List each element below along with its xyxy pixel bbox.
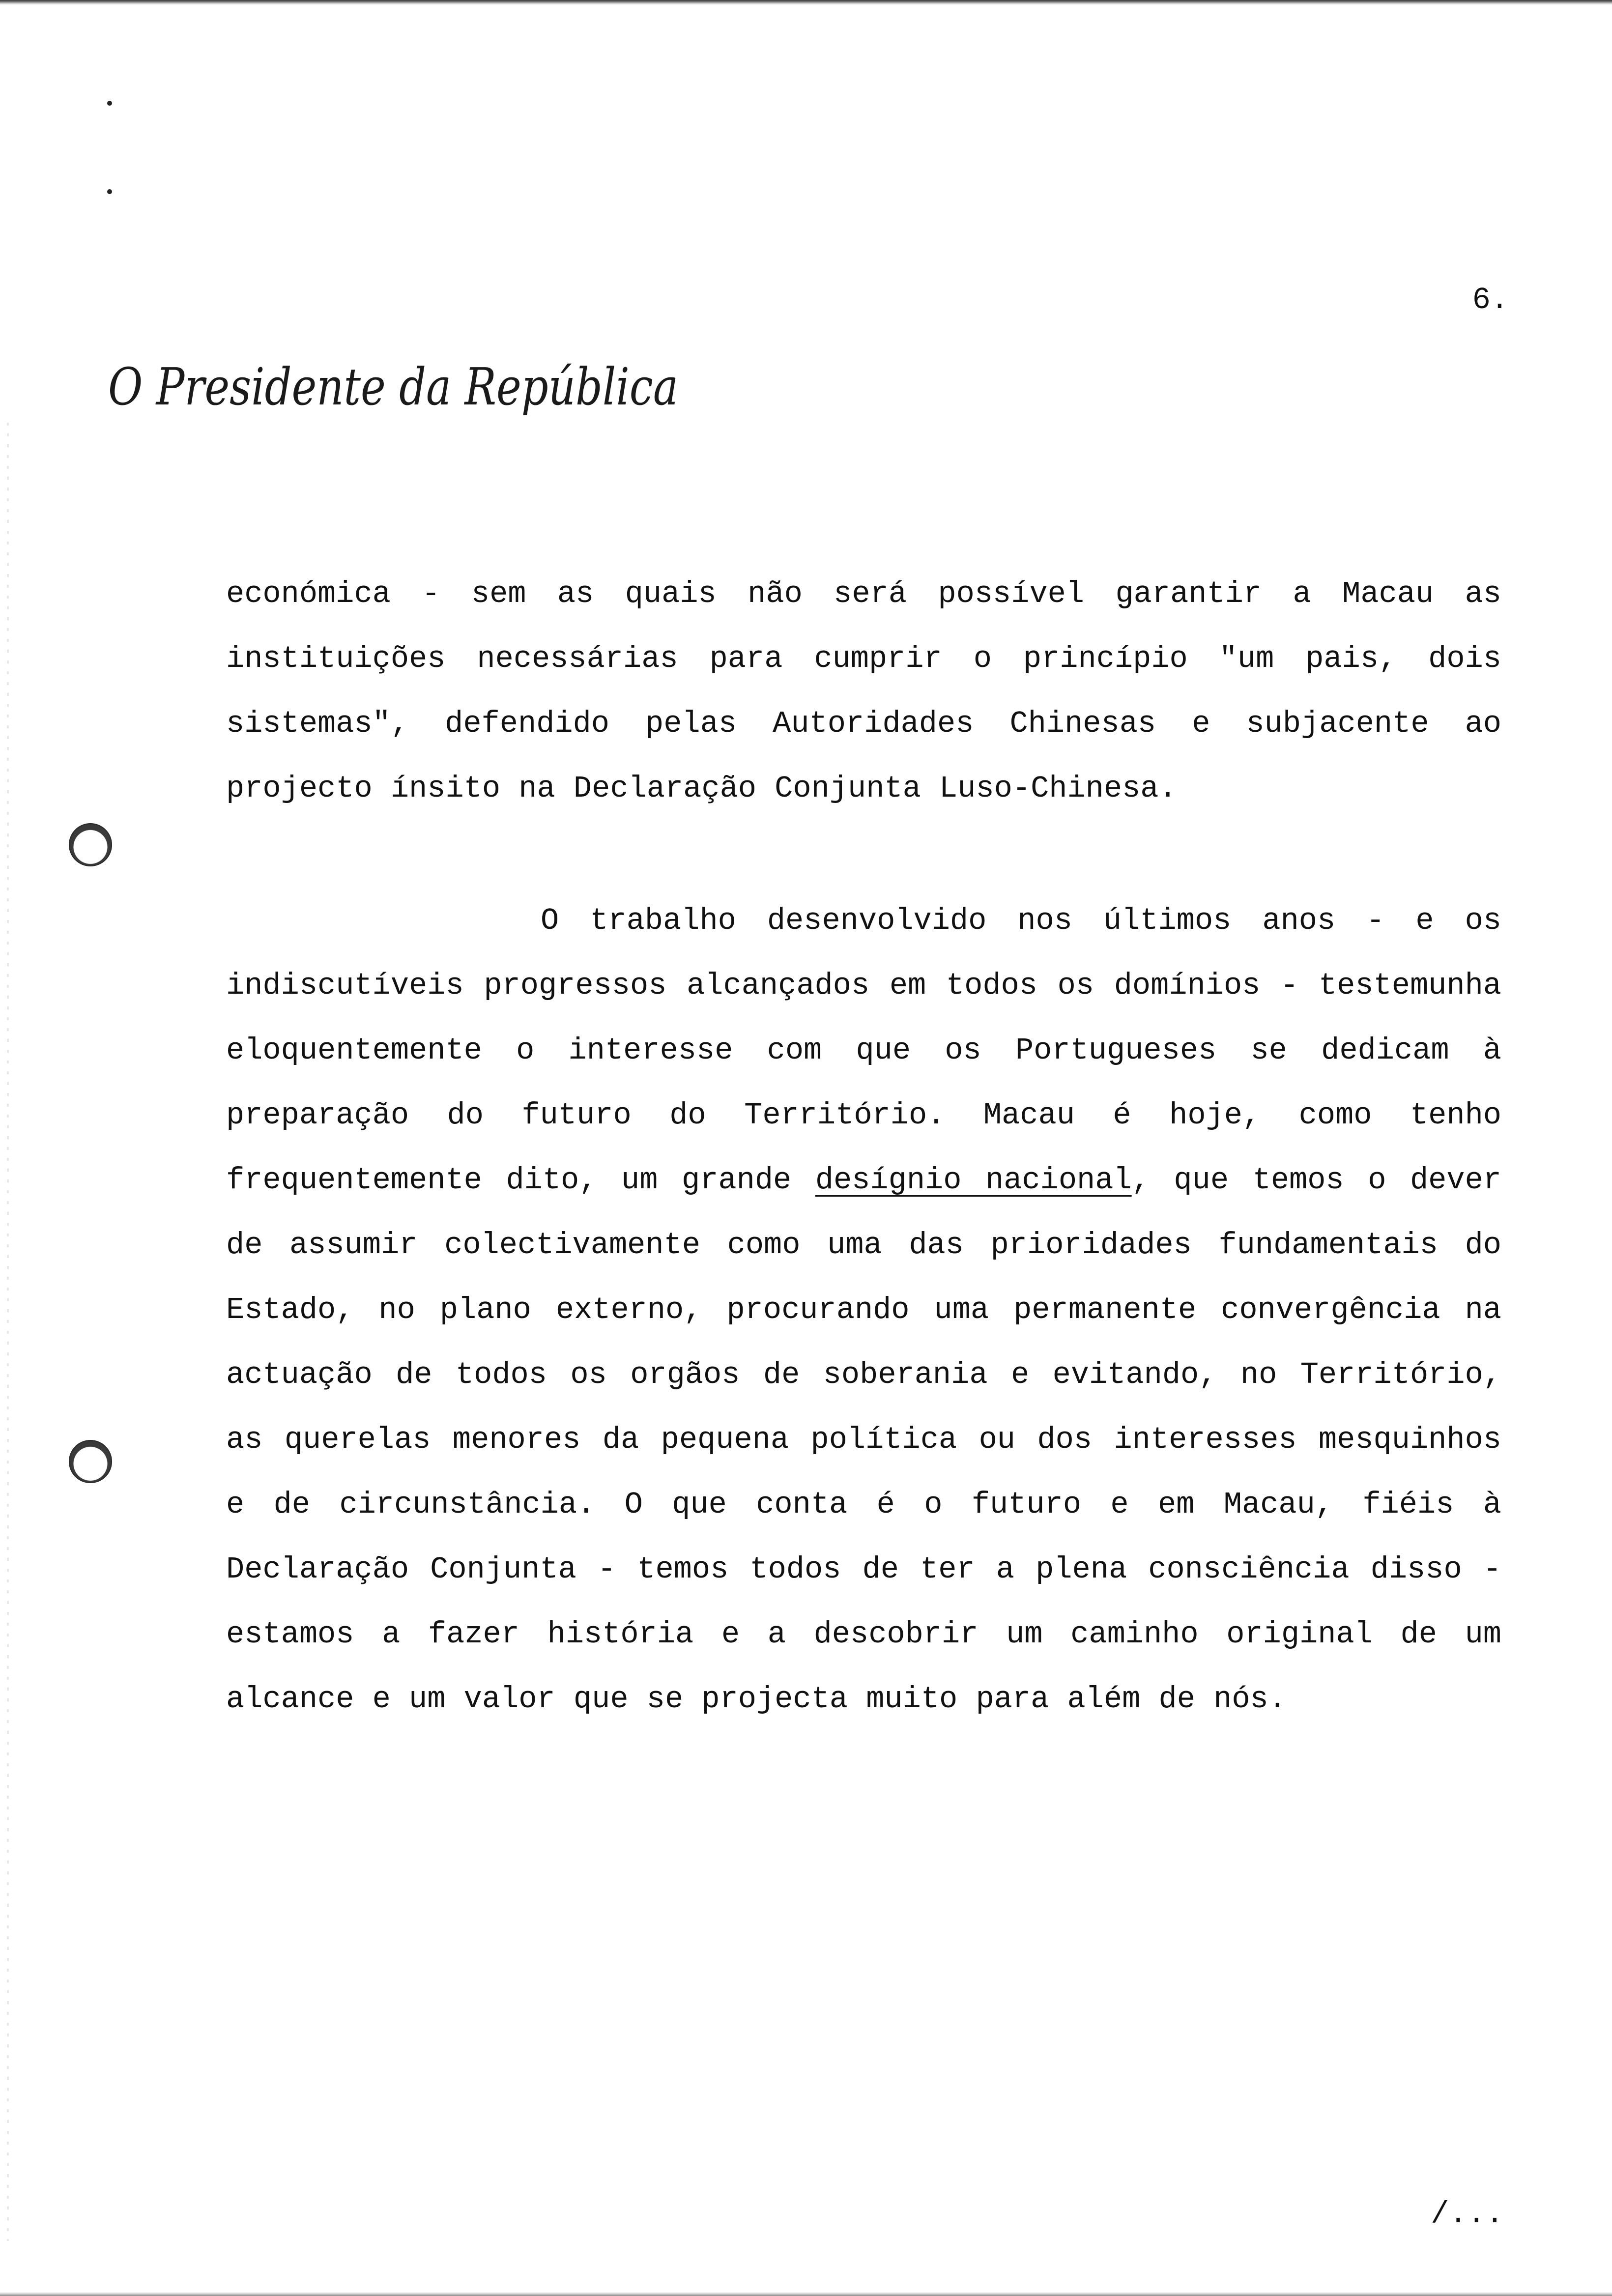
scan-left-edge <box>7 423 9 2241</box>
scan-bottom-edge <box>0 2292 1612 2296</box>
page-number: 6. <box>1472 283 1509 317</box>
punch-hole-upper <box>69 823 112 866</box>
paragraph-2-text-start: O trabalho desenvolvido nos últimos anos - e os indiscutíveis progressos alcançados em todos os domínios - testemunha eloquentemente o interesse com que os Portugueses se dedicam à preparação do futuro do Território. Macau é hoje, como tenho frequentemente dito, um grande <box>226 903 1501 1198</box>
letterhead-script-logo <box>103 351 688 425</box>
scan-speck <box>107 101 112 106</box>
continuation-mark: /... <box>1431 2197 1504 2232</box>
scan-top-edge <box>0 0 1612 5</box>
underlined-phrase: desígnio nacional <box>815 1163 1132 1198</box>
paragraph-2-text <box>226 889 1501 1732</box>
letterhead <box>103 351 688 425</box>
svg-text:O Presidente da República: O Presidente da República <box>108 357 678 417</box>
body-paragraph-1 <box>226 562 1501 821</box>
punch-hole-lower <box>69 1440 112 1483</box>
body-paragraph-2 <box>226 889 1501 1732</box>
scan-speck <box>107 189 112 194</box>
paragraph-2-text-end: , que temos o dever de assumir colectivamente como uma das prioridades fundamentais do Estado, no plano externo, procurando uma permanente convergência na actuação de todos os orgãos de soberania e evitando, no Território, as querelas menores da pequena política ou dos interesses mesquinhos e de circunstância. O que conta é o futuro e em Macau, fiéis à Declaração Conjunta - temos todos de ter a plena consciência disso - estamos a fazer história e a descobrir um caminho original de um alcance e um valor que se projecta muito para além de nós. <box>226 1163 1501 1717</box>
paragraph-1-text: económica - sem as quais não será possível garantir a Macau as instituições necessárias para cumprir o princípio "um pais, dois sistemas", defendido pelas Autoridades Chinesas e subjacente ao projecto ínsito na Declaração Conjunta Luso-Chinesa. <box>226 576 1501 806</box>
